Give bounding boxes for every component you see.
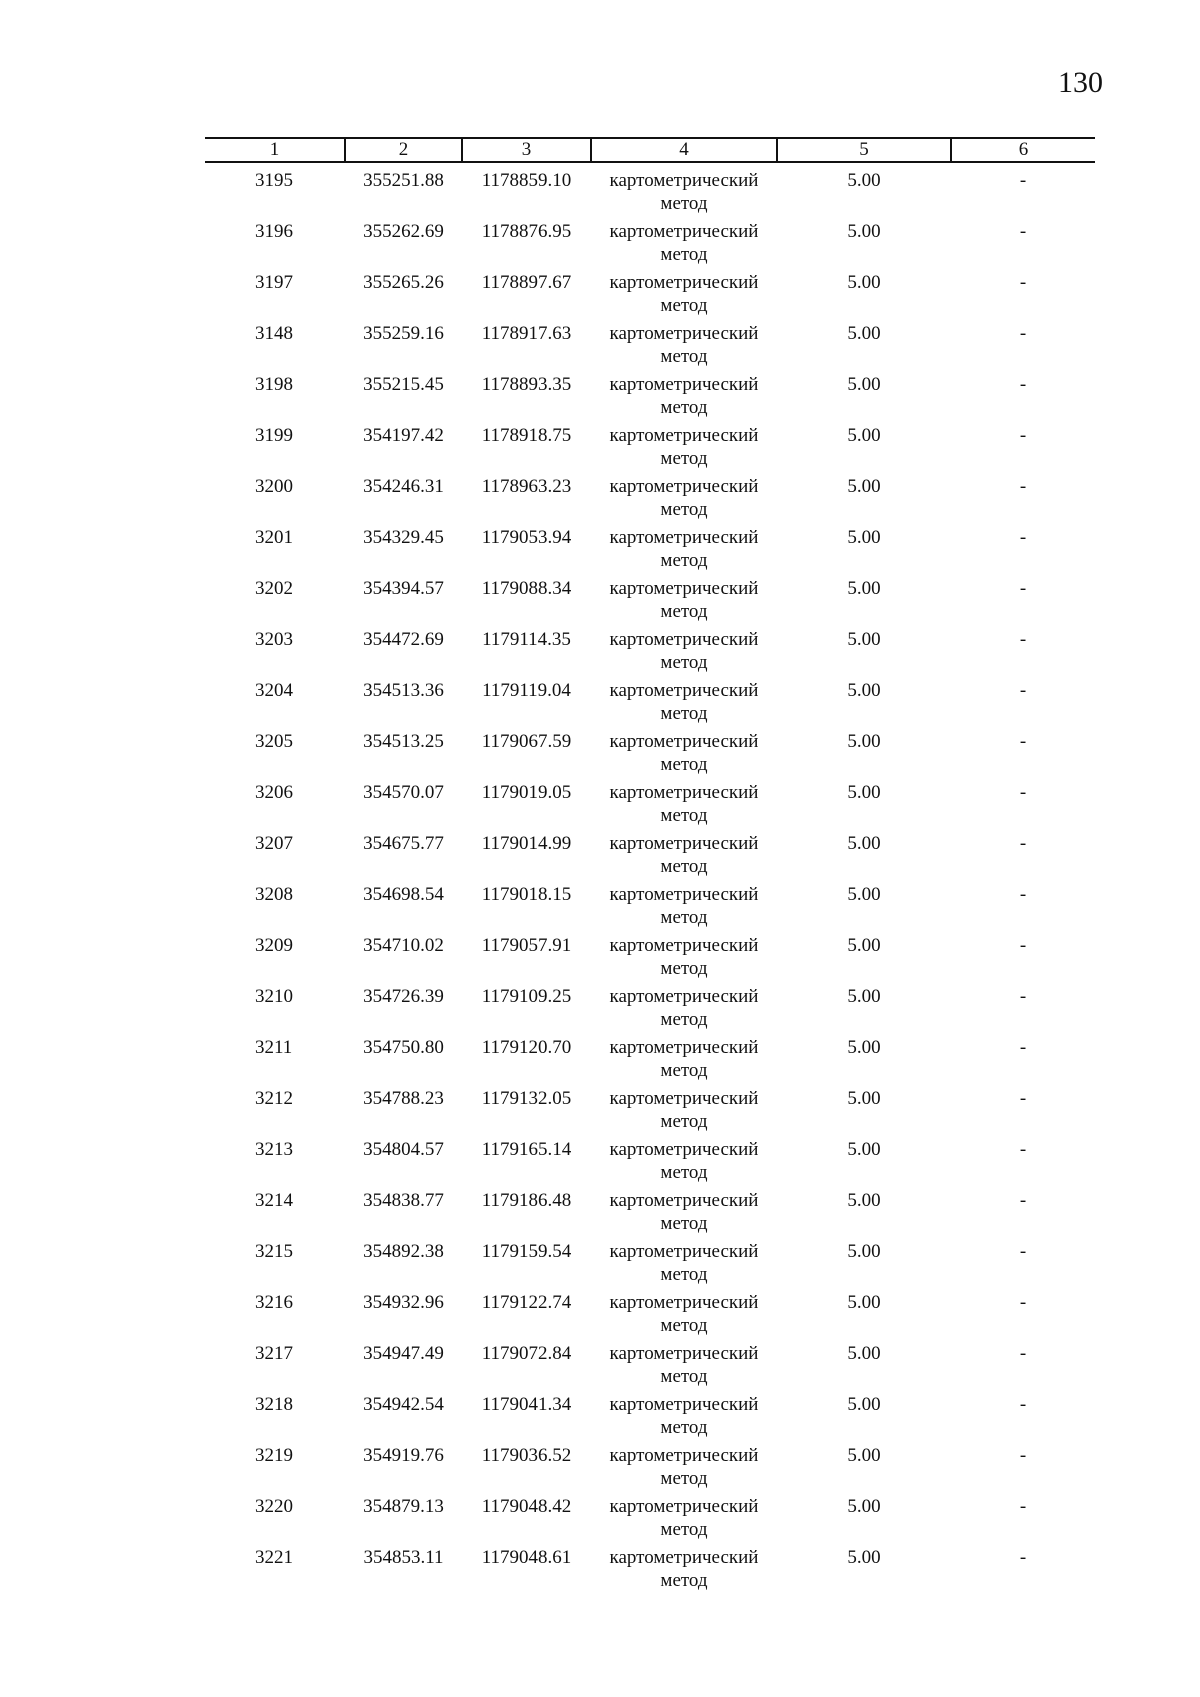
y-coordinate-cell: 1178897.67 (481, 272, 572, 293)
method-line-2: метод (660, 499, 708, 520)
point-number-cell: 3221 (255, 1547, 293, 1568)
method-line-1: картометрический (609, 374, 759, 395)
method-cell (591, 1495, 777, 1546)
note-cell: - (1019, 1190, 1027, 1211)
x-coordinate-cell: 354947.49 (363, 1343, 444, 1364)
y-coordinate-cell: 1179072.84 (481, 1343, 572, 1364)
x-coordinate-cell: 354698.54 (363, 884, 444, 905)
point-number-cell: 3211 (255, 1037, 293, 1058)
accuracy-cell: 5.00 (847, 221, 881, 242)
method-line-1: картометрический (609, 323, 759, 344)
x-coordinate-cell: 354919.76 (363, 1445, 444, 1466)
point-number-cell: 3219 (255, 1445, 293, 1466)
note-cell: - (1019, 986, 1027, 1007)
table-row (205, 934, 1095, 985)
y-coordinate-cell: 1179048.61 (481, 1547, 572, 1568)
method-cell (591, 883, 777, 934)
accuracy-cell: 5.00 (847, 170, 881, 191)
y-coordinate-cell: 1179132.05 (481, 1088, 572, 1109)
table-row (205, 373, 1095, 424)
table-row (205, 1291, 1095, 1342)
y-coordinate-cell: 1179018.15 (481, 884, 572, 905)
point-number-cell: 3209 (255, 935, 293, 956)
table-body (205, 162, 1095, 1597)
method-line-2: метод (660, 856, 708, 877)
y-coordinate-cell: 1179122.74 (481, 1292, 572, 1313)
table-row (205, 322, 1095, 373)
table-row (205, 1546, 1095, 1597)
x-coordinate-cell: 354513.25 (363, 731, 444, 752)
accuracy-cell: 5.00 (847, 374, 881, 395)
accuracy-cell: 5.00 (847, 1241, 881, 1262)
method-cell (591, 577, 777, 628)
method-line-1: картометрический (609, 680, 759, 701)
x-coordinate-cell: 354675.77 (363, 833, 444, 854)
table-row (205, 1189, 1095, 1240)
x-coordinate-cell: 354513.36 (363, 680, 444, 701)
column-header-1: 1 (205, 138, 345, 162)
accuracy-cell: 5.00 (847, 1445, 881, 1466)
accuracy-cell: 5.00 (847, 731, 881, 752)
method-line-2: метод (660, 1468, 708, 1489)
table-row (205, 679, 1095, 730)
accuracy-cell: 5.00 (847, 323, 881, 344)
y-coordinate-cell: 1179019.05 (481, 782, 572, 803)
method-line-1: картометрический (609, 1547, 759, 1568)
accuracy-cell: 5.00 (847, 1037, 881, 1058)
method-line-1: картометрический (609, 782, 759, 803)
method-cell (591, 628, 777, 679)
point-number-cell: 3204 (255, 680, 293, 701)
table-row (205, 475, 1095, 526)
note-cell: - (1019, 374, 1027, 395)
method-cell (591, 220, 777, 271)
x-coordinate-cell: 354932.96 (363, 1292, 444, 1313)
method-line-1: картометрический (609, 578, 759, 599)
note-cell: - (1019, 731, 1027, 752)
point-number-cell: 3213 (255, 1139, 293, 1160)
point-number-cell: 3217 (255, 1343, 293, 1364)
point-number-cell: 3203 (255, 629, 293, 650)
method-cell (591, 832, 777, 883)
y-coordinate-cell: 1179057.91 (481, 935, 572, 956)
method-cell (591, 475, 777, 526)
note-cell: - (1019, 1343, 1027, 1364)
note-cell: - (1019, 680, 1027, 701)
y-coordinate-cell: 1179036.52 (481, 1445, 572, 1466)
note-cell: - (1019, 1547, 1027, 1568)
table-row (205, 730, 1095, 781)
method-line-1: картометрический (609, 1496, 759, 1517)
x-coordinate-cell: 354472.69 (363, 629, 444, 650)
y-coordinate-cell: 1178859.10 (481, 170, 572, 191)
x-coordinate-cell: 354788.23 (363, 1088, 444, 1109)
page-number: 130 (1058, 66, 1103, 99)
note-cell: - (1019, 1139, 1027, 1160)
point-number-cell: 3212 (255, 1088, 293, 1109)
point-number-cell: 3202 (255, 578, 293, 599)
method-line-1: картометрический (609, 272, 759, 293)
method-cell (591, 1393, 777, 1444)
method-line-2: метод (660, 907, 708, 928)
y-coordinate-cell: 1178893.35 (481, 374, 572, 395)
accuracy-cell: 5.00 (847, 1394, 881, 1415)
method-cell (591, 679, 777, 730)
accuracy-cell: 5.00 (847, 1139, 881, 1160)
point-number-cell: 3215 (255, 1241, 293, 1262)
x-coordinate-cell: 355251.88 (363, 170, 444, 191)
method-line-2: метод (660, 193, 708, 214)
table-row (205, 1444, 1095, 1495)
column-header-6: 6 (951, 138, 1095, 162)
x-coordinate-cell: 354942.54 (363, 1394, 444, 1415)
x-coordinate-cell: 354853.11 (363, 1547, 444, 1568)
note-cell: - (1019, 476, 1027, 497)
method-cell (591, 373, 777, 424)
method-line-2: метод (660, 805, 708, 826)
point-number-cell: 3198 (255, 374, 293, 395)
table-row (205, 1087, 1095, 1138)
coordinates-table-wrapper (205, 137, 1095, 1597)
table-row (205, 1342, 1095, 1393)
method-line-1: картометрический (609, 884, 759, 905)
method-line-1: картометрический (609, 731, 759, 752)
method-line-2: метод (660, 244, 708, 265)
method-line-1: картометрический (609, 1088, 759, 1109)
table-header (205, 138, 1095, 162)
x-coordinate-cell: 354804.57 (363, 1139, 444, 1160)
method-cell (591, 1189, 777, 1240)
point-number-cell: 3205 (255, 731, 293, 752)
point-number-cell: 3210 (255, 986, 293, 1007)
x-coordinate-cell: 355262.69 (363, 221, 444, 242)
table-row (205, 883, 1095, 934)
method-line-2: метод (660, 346, 708, 367)
method-line-2: метод (660, 754, 708, 775)
note-cell: - (1019, 1088, 1027, 1109)
y-coordinate-cell: 1179014.99 (481, 833, 572, 854)
note-cell: - (1019, 1292, 1027, 1313)
method-line-2: метод (660, 448, 708, 469)
method-line-2: метод (660, 295, 708, 316)
point-number-cell: 3220 (255, 1496, 293, 1517)
accuracy-cell: 5.00 (847, 680, 881, 701)
accuracy-cell: 5.00 (847, 1088, 881, 1109)
table-row (205, 162, 1095, 220)
method-cell (591, 934, 777, 985)
method-line-2: метод (660, 958, 708, 979)
accuracy-cell: 5.00 (847, 986, 881, 1007)
method-line-1: картометрический (609, 1394, 759, 1415)
note-cell: - (1019, 1037, 1027, 1058)
method-line-2: метод (660, 1519, 708, 1540)
x-coordinate-cell: 354838.77 (363, 1190, 444, 1211)
method-line-1: картометрический (609, 1139, 759, 1160)
method-line-1: картометрический (609, 221, 759, 242)
x-coordinate-cell: 354246.31 (363, 476, 444, 497)
method-line-1: картометрический (609, 629, 759, 650)
x-coordinate-cell: 355259.16 (363, 323, 444, 344)
table-row (205, 1240, 1095, 1291)
point-number-cell: 3206 (255, 782, 293, 803)
method-cell (591, 1444, 777, 1495)
method-line-2: метод (660, 1111, 708, 1132)
y-coordinate-cell: 1179186.48 (481, 1190, 572, 1211)
method-line-2: метод (660, 1162, 708, 1183)
y-coordinate-cell: 1179114.35 (482, 629, 571, 650)
point-number-cell: 3197 (255, 272, 293, 293)
y-coordinate-cell: 1179109.25 (481, 986, 572, 1007)
method-line-1: картометрический (609, 170, 759, 191)
method-line-2: метод (660, 1009, 708, 1030)
header-row (205, 138, 1095, 162)
table-row (205, 1393, 1095, 1444)
accuracy-cell: 5.00 (847, 476, 881, 497)
x-coordinate-cell: 354570.07 (363, 782, 444, 803)
accuracy-cell: 5.00 (847, 833, 881, 854)
method-cell (591, 271, 777, 322)
y-coordinate-cell: 1178963.23 (481, 476, 572, 497)
point-number-cell: 3196 (255, 221, 293, 242)
method-line-2: метод (660, 397, 708, 418)
table-row (205, 781, 1095, 832)
note-cell: - (1019, 1445, 1027, 1466)
table-row (205, 526, 1095, 577)
accuracy-cell: 5.00 (847, 935, 881, 956)
note-cell: - (1019, 833, 1027, 854)
x-coordinate-cell: 354879.13 (363, 1496, 444, 1517)
accuracy-cell: 5.00 (847, 1547, 881, 1568)
x-coordinate-cell: 355265.26 (363, 272, 444, 293)
y-coordinate-cell: 1179041.34 (481, 1394, 572, 1415)
table-row (205, 220, 1095, 271)
y-coordinate-cell: 1179053.94 (481, 527, 572, 548)
table-row (205, 1495, 1095, 1546)
y-coordinate-cell: 1178917.63 (481, 323, 572, 344)
note-cell: - (1019, 170, 1027, 191)
y-coordinate-cell: 1178876.95 (481, 221, 572, 242)
method-cell (591, 1138, 777, 1189)
note-cell: - (1019, 1394, 1027, 1415)
point-number-cell: 3195 (255, 170, 293, 191)
method-line-1: картометрический (609, 833, 759, 854)
method-cell (591, 424, 777, 475)
accuracy-cell: 5.00 (847, 578, 881, 599)
point-number-cell: 3201 (255, 527, 293, 548)
method-cell (591, 1291, 777, 1342)
method-line-1: картометрический (609, 1292, 759, 1313)
table-row (205, 985, 1095, 1036)
method-line-2: метод (660, 1417, 708, 1438)
y-coordinate-cell: 1179048.42 (481, 1496, 572, 1517)
method-cell (591, 1087, 777, 1138)
method-line-2: метод (660, 1264, 708, 1285)
x-coordinate-cell: 354329.45 (363, 527, 444, 548)
point-number-cell: 3214 (255, 1190, 293, 1211)
y-coordinate-cell: 1179165.14 (481, 1139, 572, 1160)
point-number-cell: 3148 (255, 323, 293, 344)
x-coordinate-cell: 355215.45 (363, 374, 444, 395)
x-coordinate-cell: 354892.38 (363, 1241, 444, 1262)
note-cell: - (1019, 272, 1027, 293)
method-cell (591, 1240, 777, 1291)
accuracy-cell: 5.00 (847, 1343, 881, 1364)
method-line-2: метод (660, 1060, 708, 1081)
method-line-2: метод (660, 1315, 708, 1336)
method-line-2: метод (660, 1570, 708, 1591)
point-number-cell: 3208 (255, 884, 293, 905)
x-coordinate-cell: 354710.02 (363, 935, 444, 956)
table-row (205, 424, 1095, 475)
accuracy-cell: 5.00 (847, 1292, 881, 1313)
method-line-1: картометрический (609, 476, 759, 497)
method-cell (591, 526, 777, 577)
accuracy-cell: 5.00 (847, 1190, 881, 1211)
note-cell: - (1019, 425, 1027, 446)
note-cell: - (1019, 629, 1027, 650)
y-coordinate-cell: 1179088.34 (481, 578, 572, 599)
accuracy-cell: 5.00 (847, 884, 881, 905)
table-row (205, 628, 1095, 679)
accuracy-cell: 5.00 (847, 272, 881, 293)
point-number-cell: 3199 (255, 425, 293, 446)
table-row (205, 832, 1095, 883)
x-coordinate-cell: 354726.39 (363, 986, 444, 1007)
method-line-2: метод (660, 703, 708, 724)
accuracy-cell: 5.00 (847, 782, 881, 803)
accuracy-cell: 5.00 (847, 425, 881, 446)
note-cell: - (1019, 527, 1027, 548)
point-number-cell: 3200 (255, 476, 293, 497)
x-coordinate-cell: 354197.42 (363, 425, 444, 446)
method-line-1: картометрический (609, 986, 759, 1007)
note-cell: - (1019, 1241, 1027, 1262)
method-cell (591, 322, 777, 373)
note-cell: - (1019, 578, 1027, 599)
method-line-1: картометрический (609, 1445, 759, 1466)
method-cell (591, 162, 777, 220)
method-line-1: картометрический (609, 1343, 759, 1364)
method-cell (591, 1546, 777, 1597)
method-line-2: метод (660, 1213, 708, 1234)
y-coordinate-cell: 1179067.59 (481, 731, 572, 752)
point-number-cell: 3216 (255, 1292, 293, 1313)
method-cell (591, 1342, 777, 1393)
note-cell: - (1019, 1496, 1027, 1517)
method-line-1: картометрический (609, 1190, 759, 1211)
table-row (205, 577, 1095, 628)
method-cell (591, 781, 777, 832)
column-header-3: 3 (462, 138, 591, 162)
method-cell (591, 730, 777, 781)
accuracy-cell: 5.00 (847, 629, 881, 650)
method-line-1: картометрический (609, 527, 759, 548)
method-cell (591, 985, 777, 1036)
method-cell (591, 1036, 777, 1087)
note-cell: - (1019, 884, 1027, 905)
y-coordinate-cell: 1179119.04 (482, 680, 571, 701)
note-cell: - (1019, 782, 1027, 803)
method-line-1: картометрический (609, 935, 759, 956)
accuracy-cell: 5.00 (847, 527, 881, 548)
method-line-1: картометрический (609, 1037, 759, 1058)
y-coordinate-cell: 1178918.75 (481, 425, 572, 446)
point-number-cell: 3207 (255, 833, 293, 854)
method-line-1: картометрический (609, 425, 759, 446)
table-row (205, 1036, 1095, 1087)
method-line-2: метод (660, 1366, 708, 1387)
method-line-1: картометрический (609, 1241, 759, 1262)
point-number-cell: 3218 (255, 1394, 293, 1415)
column-header-4: 4 (591, 138, 777, 162)
x-coordinate-cell: 354394.57 (363, 578, 444, 599)
note-cell: - (1019, 221, 1027, 242)
table-row (205, 1138, 1095, 1189)
y-coordinate-cell: 1179159.54 (481, 1241, 572, 1262)
column-header-5: 5 (777, 138, 951, 162)
x-coordinate-cell: 354750.80 (363, 1037, 444, 1058)
method-line-2: метод (660, 652, 708, 673)
column-header-2: 2 (345, 138, 462, 162)
note-cell: - (1019, 323, 1027, 344)
coordinates-table (205, 137, 1095, 1597)
method-line-2: метод (660, 601, 708, 622)
table-row (205, 271, 1095, 322)
method-line-2: метод (660, 550, 708, 571)
accuracy-cell: 5.00 (847, 1496, 881, 1517)
note-cell: - (1019, 935, 1027, 956)
y-coordinate-cell: 1179120.70 (481, 1037, 572, 1058)
